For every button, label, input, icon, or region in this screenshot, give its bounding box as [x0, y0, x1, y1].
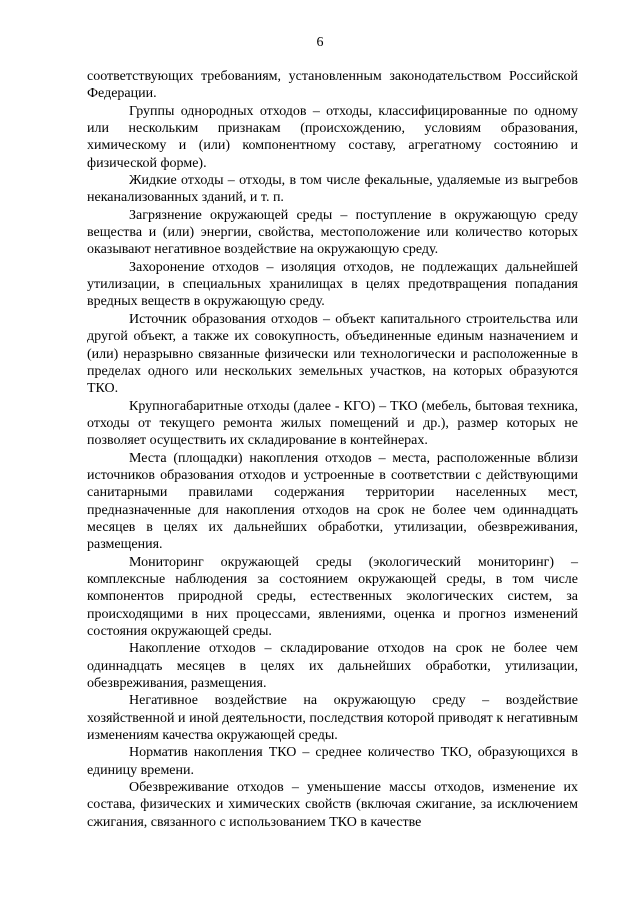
definition-homogeneous-waste-groups: Группы однородных отходов – отходы, классифицированные по одному или нескольким признакам (происхождению, условиям образования, химическому и (или) компонентному составу, агрегатному состоянию и физической форме).	[87, 103, 578, 171]
definition-waste-neutralization: Обезвреживание отходов – уменьшение массы отходов, изменение их состава, физических и химических свойств (включая сжигание, за исключением сжигания, связанного с использованием ТКО в качестве	[87, 780, 578, 830]
definition-environmental-pollution: Загрязнение окружающей среды – поступление в окружающую среду вещества и (или) энергии, свойства, местоположение или количество которых оказывают негативное воздействие на окружающую среду.	[87, 207, 578, 258]
definition-waste-source: Источник образования отходов – объект капитального строительства или другой объект, а также их совокупность, объединенные единым назначением и (или) неразрывно связанные физически или технологически и расположенные в пределах одного или нескольких земельных участков, на которых образуются ТКО.	[87, 311, 578, 397]
definition-waste-burial: Захоронение отходов – изоляция отходов, не подлежащих дальнейшей утилизации, в специальных хранилищах в целях предотвращения попадания вредных веществ в окружающую среду.	[87, 259, 578, 310]
definition-negative-impact: Негативное воздействие на окружающую среду – воздействие хозяйственной и иной деятельности, последствия которой приводят к негативным изменениям качества окружающей среды.	[87, 693, 578, 744]
document-body	[87, 68, 578, 831]
definition-accumulation-sites: Места (площадки) накопления отходов – места, расположенные вблизи источников образования отходов и устроенные в соответствии с действующими санитарными правилами содержания территории населенных мест, предназначенные для накопления отходов на срок не более чем одиннадцать месяцев в целях их дальнейших обработки, утилизации, обезвреживания, размещения.	[87, 450, 578, 553]
page-number: 6	[316, 35, 324, 50]
definition-waste-accumulation: Накопление отходов – складирование отходов на срок не более чем одиннадцать месяцев в целях их дальнейших обработки, утилизации, обезвреживания, размещения.	[87, 641, 578, 692]
definition-liquid-waste: Жидкие отходы – отходы, в том числе фекальные, удаляемые из выгребов неканализованных зданий, и т. п.	[87, 173, 578, 206]
paragraph-continuation: соответствующих требованиям, установленным законодательством Российской Федерации.	[87, 69, 578, 102]
definition-accumulation-norm: Норматив накопления ТКО – среднее количество ТКО, образующихся в единицу времени.	[87, 745, 578, 778]
definition-environmental-monitoring: Мониторинг окружающей среды (экологический мониторинг) – комплексные наблюдения за состоянием окружающей среды, в том числе компонентов природной среды, естественных экологических систем, за происходящими в них процессами, явлениями, оценка и прогноз изменений состояния окружающей среды.	[87, 554, 578, 639]
definition-bulky-waste: Крупногабаритные отходы (далее - КГО) – ТКО (мебель, бытовая техника, отходы от текущего ремонта жилых помещений и др.), размер которых не позволяет осуществить их складирование в контейнерах.	[87, 398, 578, 449]
